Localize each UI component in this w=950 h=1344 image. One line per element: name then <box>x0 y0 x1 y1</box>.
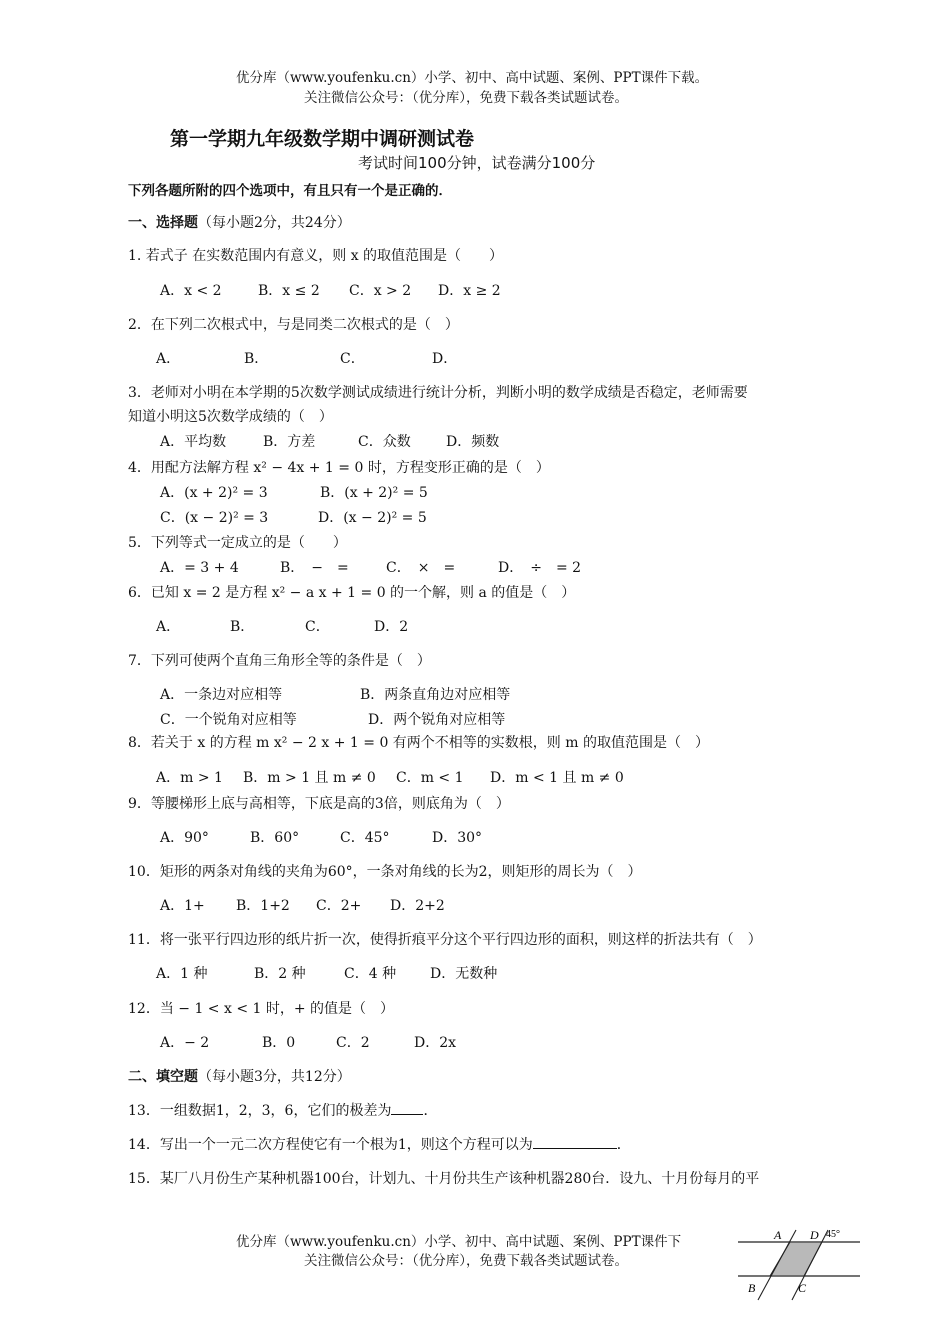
question-4-stem: 4．用配方法解方程 x² − 4x + 1 = 0 时，方程变形正确的是（ ） <box>128 460 550 476</box>
question-10-option-d: D．2+2 <box>390 898 445 914</box>
footer-line-2: 关注微信公众号：（优分库），免费下载各类试题试卷。 <box>304 1253 628 1269</box>
question-15-stem: 15．某厂八月份生产某种机器100台，计划九、十月份共生产该种机器280台．设九、十月份每月的平 <box>128 1171 760 1187</box>
question-4-option-c: C．(x − 2)² = 3 <box>160 510 269 526</box>
figure-parallelogram <box>770 1242 822 1276</box>
question-10-option-c: C．2+ <box>316 898 362 914</box>
question-13-stem: 13．一组数据1，2，3，6，它们的极差为 <box>128 1103 392 1119</box>
question-11-option-a: A．1 种 <box>156 966 208 982</box>
question-6-stem: 6．已知 x = 2 是方程 x² − a x + 1 = 0 的一个解，则 a 的值是（ ） <box>128 585 576 601</box>
question-6-option-a: A． <box>156 619 181 635</box>
question-9-option-c: C．45° <box>340 830 390 846</box>
question-10-option-a: A．1+ <box>160 898 205 914</box>
question-3-option-b: B．方差 <box>263 434 316 450</box>
figure-angle-label: 45° <box>826 1229 840 1240</box>
question-9-stem: 9．等腰梯形上底与高相等，下底是高的3倍，则底角为（ ） <box>128 796 510 812</box>
question-4-option-a: A．(x + 2)² = 3 <box>160 485 268 501</box>
question-11-option-b: B．2 种 <box>254 966 306 982</box>
section-2-note: （每小题3分，共12分） <box>198 1069 351 1085</box>
question-1-stem: 1. 若式子 在实数范围内有意义，则 x 的取值范围是（ ） <box>128 248 504 264</box>
question-9-option-b: B．60° <box>250 830 300 846</box>
question-14 <box>128 1134 631 1154</box>
figure-label-a: A <box>774 1228 782 1242</box>
question-7-stem: 7．下列可使两个直角三角形全等的条件是（ ） <box>128 653 431 669</box>
question-13 <box>128 1100 437 1120</box>
question-9-option-d: D．30° <box>432 830 483 846</box>
question-2-stem: 2．在下列二次根式中，与是同类二次根式的是（ ） <box>128 317 459 333</box>
section-2-heading <box>128 1066 351 1086</box>
header-line-1: 优分库（www.youfenku.cn）小学、初中、高中试题、案例、PPT课件下载。 <box>236 70 709 86</box>
question-11-stem: 11．将一张平行四边形的纸片折一次，使得折痕平分这个平行四边形的面积，则这样的折法共有（ ） <box>128 932 762 948</box>
question-12-option-c: C．2 <box>336 1035 370 1051</box>
question-8-option-a: A．m > 1 <box>156 770 223 786</box>
question-12-option-a: A．− 2 <box>160 1035 210 1051</box>
question-1-option-c: C．x > 2 <box>349 283 412 299</box>
question-6-option-c: C． <box>305 619 330 635</box>
section-1-note: （每小题2分，共24分） <box>198 215 351 231</box>
section-1-title: 一、选择题 <box>128 215 198 231</box>
header-line-2: 关注微信公众号：（优分库），免费下载各类试题试卷。 <box>304 90 628 106</box>
question-7-option-a: A．一条边对应相等 <box>160 687 283 703</box>
question-13-tail: ． <box>423 1103 438 1119</box>
question-14-answer-blank[interactable] <box>533 1135 617 1149</box>
question-7-option-c: C．一个锐角对应相等 <box>160 712 297 728</box>
question-8-option-b: B．m > 1 且 m ≠ 0 <box>243 770 376 786</box>
exam-title: 第一学期九年级数学期中调研测试卷 <box>170 128 475 150</box>
question-8-option-c: C．m < 1 <box>396 770 464 786</box>
question-3-stem-line-2: 知道小明这5次数学成绩的（ ） <box>128 409 333 425</box>
footer-line-1: 优分库（www.youfenku.cn）小学、初中、高中试题、案例、PPT课件下 <box>236 1234 682 1250</box>
question-3-option-c: C．众数 <box>358 434 411 450</box>
question-5-option-a: A．= 3 + 4 <box>160 560 239 576</box>
question-1-option-d: D．x ≥ 2 <box>438 283 501 299</box>
question-3-option-a: A．平均数 <box>160 434 227 450</box>
question-3-option-d: D．频数 <box>446 434 500 450</box>
question-2-option-b: B． <box>244 351 269 367</box>
question-2-option-d: D． <box>432 351 458 367</box>
question-1-option-b: B．x ≤ 2 <box>258 283 320 299</box>
question-7-option-d: D．两个锐角对应相等 <box>368 712 506 728</box>
question-6-option-d: D．2 <box>374 619 409 635</box>
question-13-answer-blank[interactable] <box>391 1101 423 1115</box>
question-3-stem-line-1: 3．老师对小明在本学期的5次数学测试成绩进行统计分析，判断小明的数学成绩是否稳定，老师需要 <box>128 385 748 401</box>
question-14-tail: ． <box>616 1137 631 1153</box>
parallelogram-figure <box>730 1222 870 1306</box>
figure-label-d: D <box>810 1228 819 1242</box>
question-2-option-a: A． <box>156 351 181 367</box>
question-5-option-b: B． − = <box>280 560 349 576</box>
question-9-option-a: A．90° <box>160 830 209 846</box>
question-10-stem: 10．矩形的两条对角线的夹角为60°，一条对角线的长为2，则矩形的周长为（ ） <box>128 864 642 880</box>
question-8-option-d: D．m < 1 且 m ≠ 0 <box>490 770 624 786</box>
question-7-option-b: B．两条直角边对应相等 <box>360 687 511 703</box>
question-2-option-c: C． <box>340 351 365 367</box>
exam-instruction: 下列各题所附的四个选项中，有且只有一个是正确的． <box>128 183 452 199</box>
question-4-option-b: B．(x + 2)² = 5 <box>320 485 428 501</box>
question-12-option-b: B．0 <box>262 1035 296 1051</box>
question-5-option-d: D． ÷ = 2 <box>498 560 582 576</box>
question-11-option-d: D．无数种 <box>430 966 498 982</box>
question-5-option-c: C． × = <box>386 560 456 576</box>
question-1-option-a: A．x < 2 <box>160 283 222 299</box>
figure-label-b: B <box>748 1281 756 1295</box>
question-4-option-d: D．(x − 2)² = 5 <box>318 510 427 526</box>
section-2-title: 二、填空题 <box>128 1069 198 1085</box>
question-5-stem: 5．下列等式一定成立的是（ ） <box>128 535 347 551</box>
figure-label-c: C <box>798 1281 807 1295</box>
question-10-option-b: B．1+2 <box>236 898 290 914</box>
question-8-stem: 8．若关于 x 的方程 m x² − 2 x + 1 = 0 有两个不相等的实数根，则 m 的取值范围是（ ） <box>128 735 709 751</box>
question-11-option-c: C．4 种 <box>344 966 397 982</box>
section-1-heading <box>128 212 351 232</box>
exam-subtitle: 考试时间100分钟，试卷满分100分 <box>358 154 596 172</box>
question-12-option-d: D．2x <box>414 1035 457 1051</box>
question-12-stem: 12．当 − 1 < x < 1 时，+ 的值是（ ） <box>128 1001 395 1017</box>
question-6-option-b: B． <box>230 619 255 635</box>
question-14-stem: 14．写出一个一元二次方程使它有一个根为1，则这个方程可以为 <box>128 1137 533 1153</box>
